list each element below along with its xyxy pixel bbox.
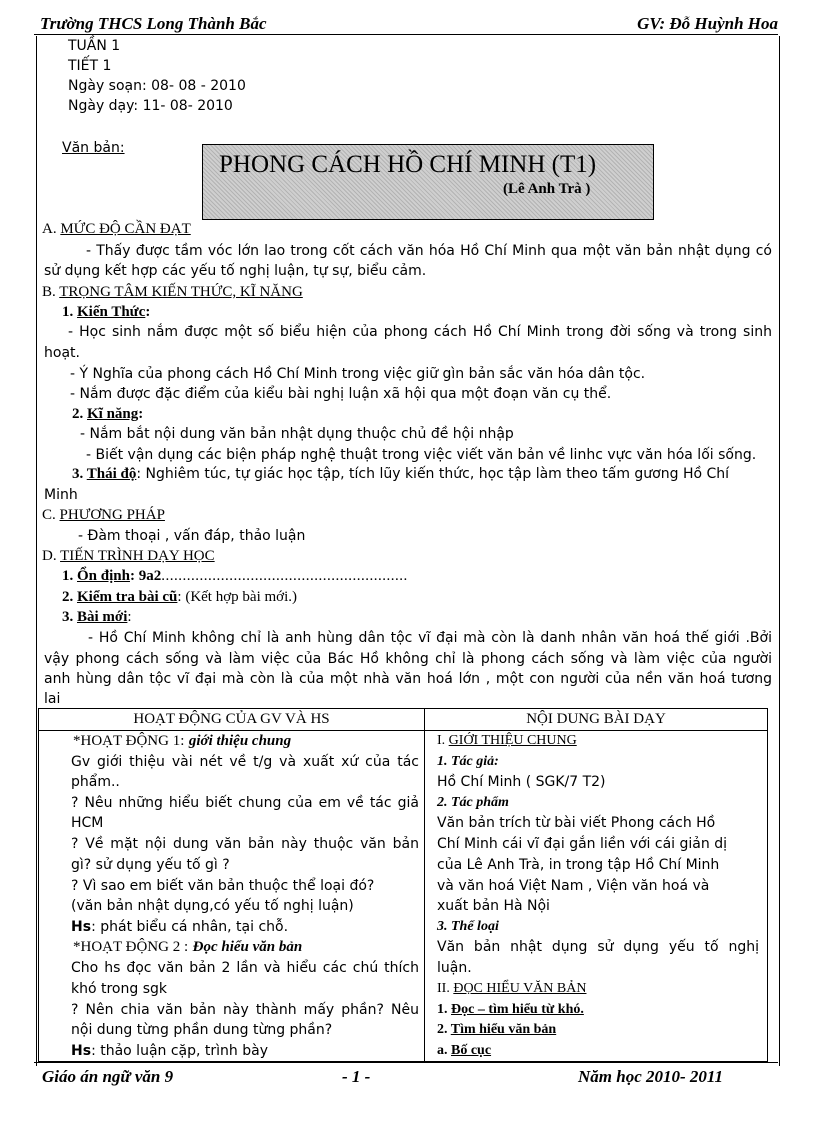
lesson-title: PHONG CÁCH HỒ CHÍ MINH (T1) <box>219 151 597 178</box>
activity-line: HCM <box>71 815 104 831</box>
content-subheading: a. Bố cục <box>437 1043 492 1058</box>
step2-line: 2. Kiểm tra bài cũ: (Kết hợp bài mới.) <box>62 589 297 605</box>
week-label: TUẦN 1 <box>68 38 121 54</box>
work-label: 2. Tác phẩm <box>437 795 509 810</box>
knowledge-line1: - Học sinh nắm được một số biểu hiện của phong cách Hồ Chí Minh trong đời sống và trong sinh <box>68 324 772 340</box>
content-cell <box>425 731 768 1062</box>
footer-subject: Giáo án ngữ văn 9 <box>42 1067 174 1086</box>
header-rule <box>34 34 778 35</box>
title-box <box>202 144 654 220</box>
content-line: Hồ Chí Minh ( SGK/7 T2) <box>437 774 606 790</box>
activity-line: gì? sử dụng yếu tố gì ? <box>71 857 230 873</box>
activity-line: ? Nêu những hiểu biết chung của em về tác giả <box>71 795 419 811</box>
intro-line1: - Hồ Chí Minh không chỉ là anh hùng dân tộc vĩ đại mà còn là danh nhân văn hoá thế giới .Bởi <box>88 630 772 646</box>
teacher-name: GV: Đỗ Huỳnh Hoa <box>637 14 778 33</box>
section-a-line1: - Thấy được tầm vóc lớn lao trong cốt cách văn hóa Hồ Chí Minh qua một văn bản nhật dụng có <box>86 243 772 259</box>
content-line: xuất bản Hà Nội <box>437 898 550 914</box>
section-d-heading: D. TIẾN TRÌNH DẠY HỌC <box>42 548 215 564</box>
activity-line: (văn bản nhật dụng,có yếu tố nghị luận) <box>71 898 354 914</box>
content-subheading: 1. Đọc – tìm hiểu từ khó. <box>437 1002 584 1017</box>
activity-line: ? Về mặt nội dung văn bản này thuộc văn bản <box>71 836 419 852</box>
attitude-line: 3. Thái độ: Nghiêm túc, tự giác học tập, tích lũy kiến thức, học tập làm theo tấm gương Hồ Chí <box>72 466 730 482</box>
activity-line: ? Nên chia văn bản này thành mấy phần? Nêu <box>71 1002 419 1018</box>
content-line: và văn hoá Việt Nam , Viện văn hoá và <box>437 878 710 894</box>
section-b-heading: B. TRỌNG TÂM KIẾN THỨC, KĨ NĂNG <box>42 284 303 300</box>
activity-line: Hs: thảo luận cặp, trình bày <box>71 1043 268 1059</box>
knowledge-line3: - Nắm được đặc điểm của kiểu bài nghị luận xã hội qua một đoạn văn cụ thể. <box>70 386 612 402</box>
text-label: Văn bản: <box>62 140 125 156</box>
page-header <box>34 14 778 36</box>
section-c-heading: C. PHƯƠNG PHÁP <box>42 507 165 523</box>
activity-line: phẩm.. <box>71 774 120 790</box>
teach-date: Ngày dạy: 11- 08- 2010 <box>68 98 233 114</box>
step1-line: 1. Ổn định: 9a2.......................................................... <box>62 568 408 584</box>
content-heading-2: II. ĐỌC HIỂU VĂN BẢN <box>437 981 587 996</box>
activity-line: Hs: phát biểu cá nhân, tại chỗ. <box>71 919 289 935</box>
genre-label: 3. Thể loại <box>437 919 499 934</box>
skills-heading: 2. Kĩ năng: <box>72 406 144 422</box>
activities-cell <box>39 731 425 1062</box>
content-subheading: 2. Tìm hiểu văn bản <box>437 1022 557 1037</box>
content-line: Chí Minh cái vĩ đại gắn liền với cái giản dị <box>437 836 727 852</box>
knowledge-heading: 1. Kiến Thức: <box>62 304 151 320</box>
lesson-meta <box>68 36 246 116</box>
activity-table <box>38 708 768 1062</box>
step3-line: 3. Bài mới: <box>62 609 132 625</box>
content-line: của Lê Anh Trà, in trong tập Hồ Chí Minh <box>437 857 720 873</box>
activity-line: khó trong sgk <box>71 981 167 997</box>
col-header-content: NỘI DUNG BÀI DẠY <box>425 709 768 731</box>
content-line: Văn bản nhật dụng sử dụng yếu tố nghị <box>437 939 759 955</box>
knowledge-line2: - Ý Nghĩa của phong cách Hồ Chí Minh trong việc giữ gìn bản sắc văn hóa dân tộc. <box>70 366 646 382</box>
activity-line: ? Vì sao em biết văn bản thuộc thể loại đó? <box>71 878 375 894</box>
prep-date: Ngày soạn: 08- 08 - 2010 <box>68 78 246 94</box>
activity1-heading: *HOẠT ĐỘNG 1: giới thiệu chung <box>73 733 292 749</box>
intro-line4: lai <box>44 691 61 707</box>
section-c-line1: - Đàm thoại , vấn đáp, thảo luận <box>78 528 306 544</box>
page-number: - 1 - <box>342 1067 371 1086</box>
content-heading-1: I. GIỚI THIỆU CHUNG <box>437 733 577 748</box>
author-label: 1. Tác giả: <box>437 754 499 769</box>
attitude-line2: Minh <box>44 487 78 503</box>
school-name: Trường THCS Long Thành Bắc <box>40 14 267 33</box>
content-line: Văn bản trích từ bài viết Phong cách Hồ <box>437 815 716 831</box>
section-a-line2: sử dụng kết hợp các yếu tố nghị luận, tự sự, biểu cảm. <box>44 263 427 279</box>
activity-line: Cho hs đọc văn bản 2 lần và hiểu các chú thích <box>71 960 419 976</box>
intro-line3: anh hùng dân tộc vĩ đại mà còn là của một nhà văn hoá lớn , một con người của nền văn hoá tương <box>44 671 772 687</box>
section-a-heading: A. MỨC ĐỘ CẦN ĐẠT <box>42 221 191 237</box>
intro-line2: vậy phong cách sống và làm việc của Bác Hồ không chỉ là phong cách sống và làm việc của người <box>44 651 772 667</box>
content-line: luận. <box>437 960 472 976</box>
col-header-activities: HOẠT ĐỘNG CỦA GV VÀ HS <box>39 709 425 731</box>
activity-line: nội dung từng phần dung từng phần? <box>71 1022 333 1038</box>
knowledge-line1b: hoạt. <box>44 345 80 361</box>
footer-year: Năm học 2010- 2011 <box>578 1067 723 1086</box>
activity-line: Gv giới thiệu vài nét về t/g và xuất xứ của tác <box>71 754 419 770</box>
skills-line2: - Biết vận dụng các biện pháp nghệ thuật trong việc viết văn bản về linhc vực văn hóa lối sống. <box>86 447 757 463</box>
skills-line1: - Nắm bắt nội dung văn bản nhật dụng thuộc chủ đề hội nhập <box>80 426 514 442</box>
activity2-heading: *HOẠT ĐỘNG 2 : Đọc hiểu văn bản <box>73 939 303 955</box>
lesson-author: (Lê Anh Trà ) <box>503 181 591 197</box>
period-label: TIẾT 1 <box>68 58 112 74</box>
footer-rule <box>34 1062 778 1063</box>
